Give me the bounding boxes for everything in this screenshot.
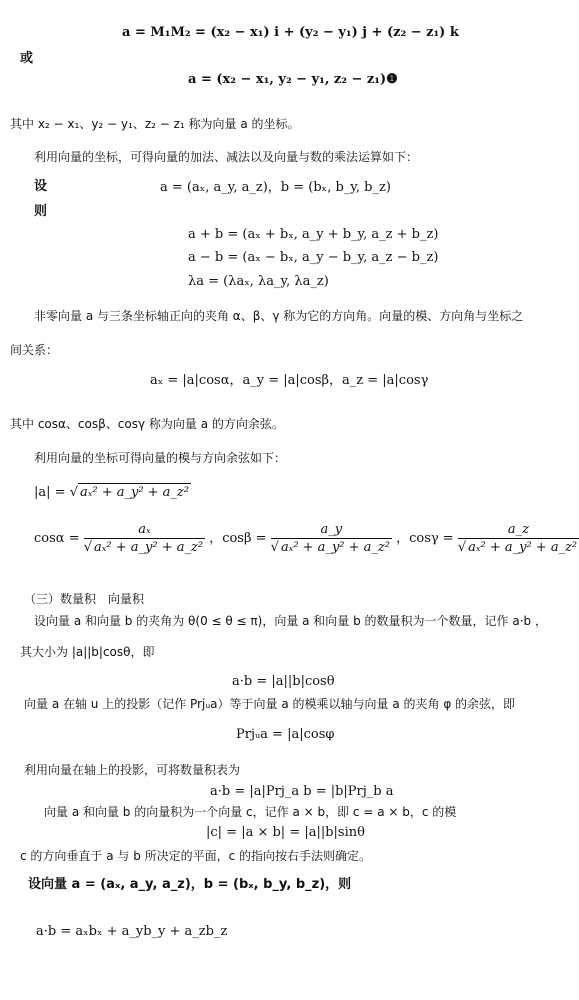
equation-dot-product: a·b = |a||b|cosθ bbox=[232, 674, 335, 689]
projection-dot-intro: 利用向量在轴上的投影，可将数量积表为 bbox=[24, 763, 241, 777]
equation-components: aₓ = |a|cosα，a_y = |a|cosβ，a_z = |a|cosγ bbox=[150, 373, 429, 388]
dot-product-definition-1: 设向量 a 和向量 b 的夹角为 θ(0 ≤ θ ≤ π)，向量 a 和向量 b 的数量积为一个数量，记作 a·b ， bbox=[34, 614, 547, 628]
projection-definition: 向量 a 在轴 u 上的投影（记作 Prjᵤa）等于向量 a 的模乘以轴与向量 a 的夹角 φ 的余弦，即 bbox=[24, 697, 516, 711]
or-label: 或 bbox=[20, 51, 34, 66]
dot-product-definition-2: 其大小为 |a||b|cosθ，即 bbox=[20, 645, 155, 659]
equation-vector-ijk: a = M₁M₂ = (x₂ − x₁) i + (y₂ − y₁) j + (z₂ − z₁) k bbox=[122, 25, 459, 40]
equation-dot-coordinates: a·b = aₓbₓ + a_yb_y + a_zb_z bbox=[36, 924, 228, 939]
cos-alpha-numerator: aₓ bbox=[84, 523, 205, 539]
equation-projection: Prjᵤa = |a|cosφ bbox=[236, 727, 335, 742]
modulus-lhs: |a| = bbox=[34, 485, 66, 500]
direction-angles-text-1: 非零向量 a 与三条坐标轴正向的夹角 α、β、γ 称为它的方向角。向量的模、方向角与坐标之 bbox=[34, 309, 524, 323]
let-vectors-line: 设向量 a = (aₓ, a_y, a_z)，b = (bₓ, b_y, b_z)，则 bbox=[28, 877, 352, 892]
cross-product-direction: c 的方向垂直于 a 与 b 所决定的平面，c 的指向按右手法则确定。 bbox=[20, 849, 372, 863]
modulus-intro: 利用向量的坐标可得向量的模与方向余弦如下： bbox=[34, 451, 287, 465]
direction-cosines-note: 其中 cosα、cosβ、cosγ 称为向量 a 的方向余弦。 bbox=[10, 417, 284, 431]
equation-modulus bbox=[34, 486, 191, 499]
equation-let: a = (aₓ, a_y, a_z)，b = (bₓ, b_y, b_z) bbox=[160, 180, 391, 195]
then-label: 则 bbox=[34, 204, 48, 219]
cos-beta-denominator: √ aₓ² + a_y² + a_z² bbox=[270, 540, 390, 555]
section-heading: （三）数量积 向量积 bbox=[24, 592, 145, 606]
cross-product-definition: 向量 a 和向量 b 的向量积为一个向量 c，记作 a × b，即 c = a × b，c 的模 bbox=[44, 805, 457, 819]
cos-gamma-lhs: ，cosγ = bbox=[396, 531, 454, 546]
cos-alpha-denominator: √ aₓ² + a_y² + a_z² bbox=[83, 540, 204, 555]
equation-direction-cosines bbox=[34, 523, 579, 554]
cos-beta-radicand: aₓ² + a_y² + a_z² bbox=[280, 540, 390, 555]
equation-subtraction: a − b = (aₓ − bₓ, a_y − b_y, a_z − b_z) bbox=[188, 250, 439, 265]
coordinates-note: 其中 x₂ − x₁、y₂ − y₁、z₂ − z₁ 称为向量 a 的坐标。 bbox=[10, 117, 300, 131]
cos-beta-fraction bbox=[271, 523, 392, 554]
equation-scalar-multiple: λa = (λaₓ, λa_y, λa_z) bbox=[188, 274, 329, 289]
sqrt-expression: √ aₓ² + a_y² + a_z² bbox=[69, 485, 189, 500]
cos-gamma-denominator: √ aₓ² + a_y² + a_z² bbox=[457, 540, 578, 555]
cos-gamma-fraction bbox=[458, 523, 579, 554]
cos-beta-numerator: a_y bbox=[271, 523, 392, 539]
cos-alpha-fraction bbox=[84, 523, 205, 554]
equation-addition: a + b = (aₓ + bₓ, a_y + b_y, a_z + b_z) bbox=[188, 227, 439, 242]
cos-alpha-lhs: cosα = bbox=[34, 531, 80, 546]
cos-beta-lhs: ，cosβ = bbox=[209, 531, 267, 546]
cos-gamma-radicand: aₓ² + a_y² + a_z² bbox=[468, 540, 578, 555]
equation-dot-projection: a·b = |a|Prj_a b = |b|Prj_b a bbox=[210, 784, 394, 799]
direction-angles-text-2: 间关系： bbox=[10, 343, 59, 357]
equation-cross-modulus: |c| = |a × b| = |a||b|sinθ bbox=[206, 825, 365, 840]
equation-vector-coords: a = (x₂ − x₁, y₂ − y₁, z₂ − z₁)❶ bbox=[188, 72, 398, 87]
let-label: 设 bbox=[34, 179, 48, 194]
cos-gamma-numerator: a_z bbox=[458, 523, 579, 539]
cos-alpha-radicand: aₓ² + a_y² + a_z² bbox=[94, 540, 204, 555]
sqrt-radicand: aₓ² + a_y² + a_z² bbox=[79, 485, 189, 500]
operations-intro: 利用向量的坐标，可得向量的加法、减法以及向量与数的乘法运算如下： bbox=[34, 150, 419, 164]
